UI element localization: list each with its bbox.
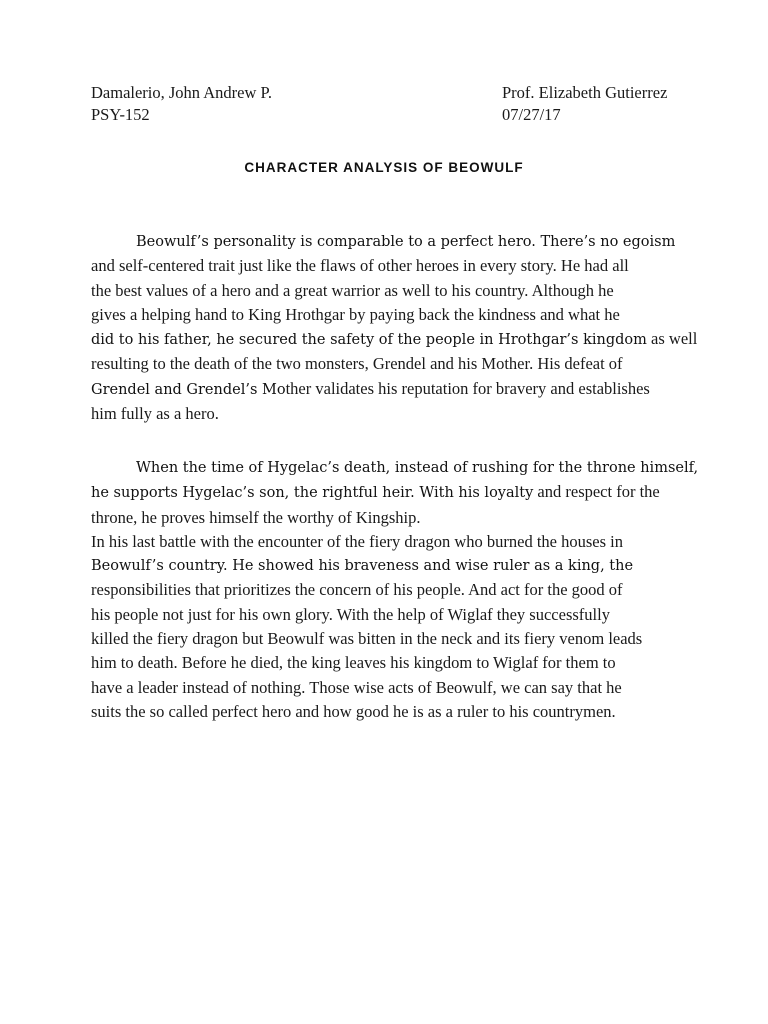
- paragraph-line: In his last battle with the encounter of the fiery dragon who burned the houses in: [91, 531, 623, 551]
- paragraph-line: the best values of a hero and a great warrior as well to his country. Although he: [91, 280, 614, 300]
- course-code: PSY-152: [91, 105, 150, 124]
- document-title: CHARACTER ANALYSIS OF BEOWULF: [244, 160, 524, 175]
- paragraph-line: [91, 377, 691, 402]
- paragraph-line: [91, 480, 691, 505]
- paragraph-line: Beowulf’s personality is comparable to a perfect hero. There’s no egoism: [136, 234, 676, 250]
- paragraph-line: resulting to the death of the two monsters, Grendel and his Mother. His defeat of: [91, 354, 623, 374]
- paragraph-line: [91, 327, 698, 352]
- paragraph-1: [91, 230, 698, 426]
- regular-text: and respect for the: [533, 482, 660, 502]
- paragraph-line: throne, he proves himself the worthy of Kingship.: [91, 507, 421, 527]
- regular-text: as well: [646, 329, 698, 349]
- paragraph-line: and self-centered trait just like the flaws of other heroes in every story. He had all: [91, 256, 629, 276]
- paragraph-line: have a leader instead of nothing. Those wise acts of Beowulf, we can say that he: [91, 677, 622, 697]
- bold-text: he supports Hygelac’s son, the rightful heir. With his loyalty: [91, 485, 534, 502]
- paragraph-line: his people not just for his own glory. With the help of Wiglaf they successfully: [91, 604, 610, 624]
- paragraph-line: When the time of Hygelac’s death, instead of rushing for the throne himself,: [136, 460, 699, 476]
- paragraph-line: gives a helping hand to King Hrothgar by paying back the kindness and what he: [91, 304, 620, 324]
- paragraph-line: killed the fiery dragon but Beowulf was bitten in the neck and its fiery venom leads: [91, 629, 643, 649]
- regular-text: ther validates his reputation for bravery and establishes: [285, 378, 650, 398]
- paragraph-line: Beowulf’s country. He showed his braveness and wise ruler as a king, the: [91, 558, 634, 575]
- paragraph-line: him fully as a hero.: [91, 404, 219, 424]
- paragraph-line: responsibilities that prioritizes the concern of his people. And act for the good of: [91, 580, 623, 600]
- paragraph-line: him to death. Before he died, the king leaves his kingdom to Wiglaf for them to: [91, 653, 616, 673]
- paragraph-2: [91, 456, 699, 724]
- paragraph-line: suits the so called perfect hero and how good he is as a ruler to his countrymen.: [91, 701, 616, 721]
- bold-text: did to his father, he secured the safety of the people in Hrothgar’s kingdom: [91, 332, 647, 349]
- header-left: [91, 82, 272, 126]
- bold-text: Grendel and Grendel’s Mo: [91, 381, 286, 398]
- header-right: [502, 82, 667, 126]
- professor-name: Prof. Elizabeth Gutierrez: [502, 83, 668, 102]
- student-name: Damalerio, John Andrew P.: [91, 83, 273, 102]
- document-date: 07/27/17: [502, 105, 561, 124]
